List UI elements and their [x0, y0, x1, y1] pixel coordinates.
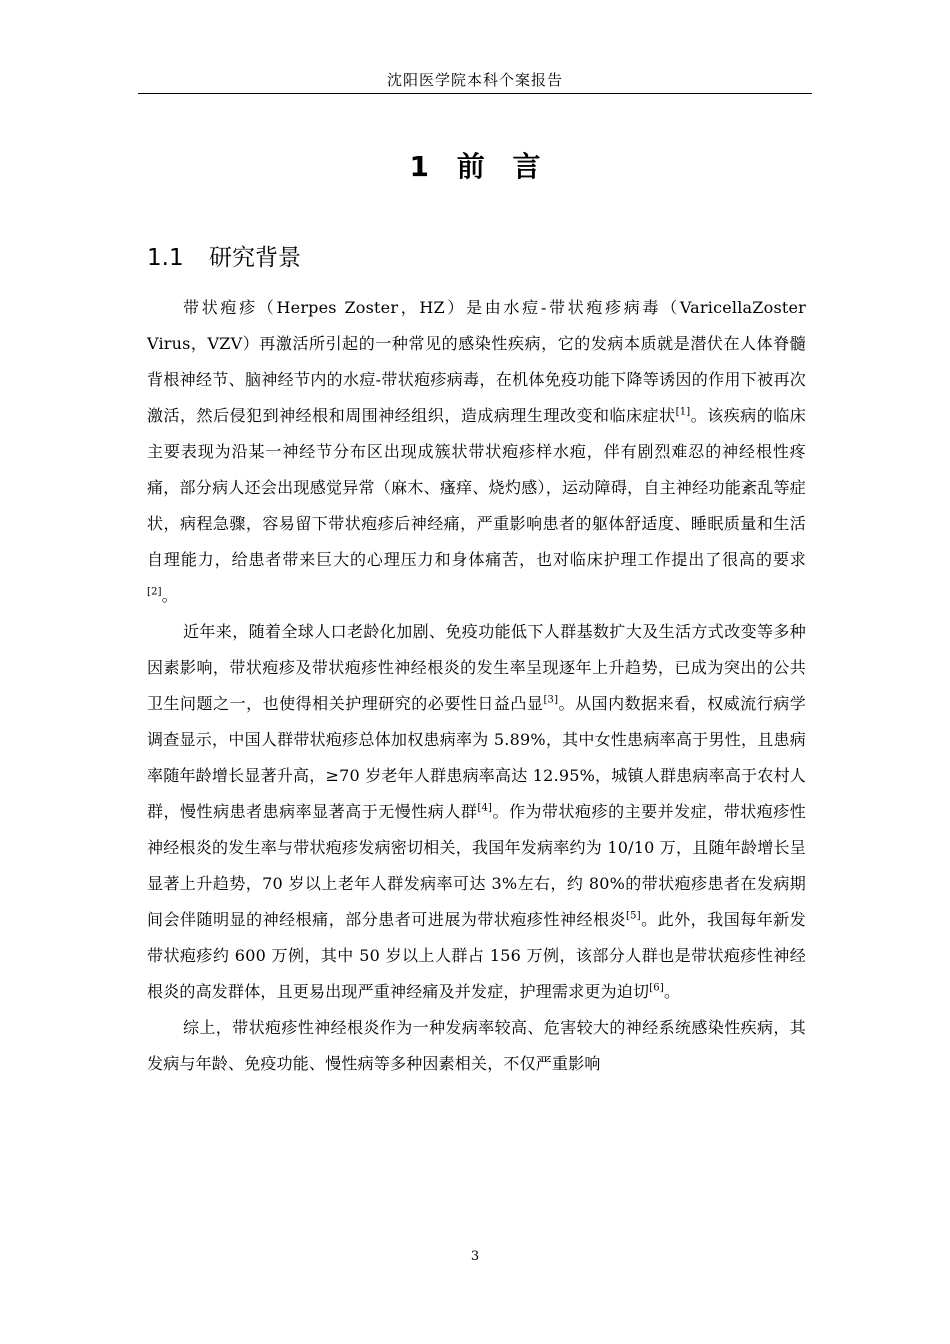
paragraph-text: 近年来，随着全球人口老龄化加剧、免疫功能低下人群基数扩大及生活方式改变等多种因素影响，带状疱疹及带状疱疹性神经根炎的发生率呈现逐年上升趋势，已成为突出的公共卫生问题之一，也使得相关护理研究的必要性日益凸显 — [147, 622, 806, 713]
section-number: 1.1 — [147, 245, 184, 271]
body-paragraph — [147, 614, 806, 1010]
body-paragraph — [147, 1010, 806, 1082]
body-paragraph — [147, 290, 806, 614]
paragraph-text: 。此外，我国每年新发带状疱疹约 600 万例，其中 50 岁以上人群占 156 万例，该部分人群也是带状疱疹性神经根炎的高发群体，且更易出现严重神经痛及并发症，护理需求更为迫切 — [147, 910, 806, 1001]
paragraph-text: 。 — [663, 982, 681, 1001]
paragraph-text: 。作为带状疱疹的主要并发症，带状疱疹性神经根炎的发生率与带状疱疹发病密切相关，我国年发病率约为 10/10 万，且随年龄增长呈显著上升趋势，70 岁以上老年人群发病率可达 3%左右，约 80%的带状疱疹患者在发病期间会伴随明显的神经根痛，部分患者可进展为带状疱疹性神经根炎 — [147, 802, 806, 929]
citation-marker: [1] — [675, 406, 691, 418]
page-number: 3 — [470, 1249, 480, 1264]
citation-marker: [3] — [543, 694, 559, 706]
paragraph-text: 。 — [161, 586, 178, 605]
citation-marker: [5] — [626, 910, 641, 922]
running-header: 沈阳医学院本科个案报告 — [386, 71, 563, 89]
citation-marker: [4] — [477, 802, 493, 814]
header-rule — [138, 93, 812, 94]
chapter-title: 1 前 言 — [409, 150, 541, 183]
section-title: 研究背景 — [209, 245, 301, 271]
paragraph-text: 带状疱疹（Herpes Zoster，HZ）是由水痘-带状疱疹病毒（VaricellaZoster Virus，VZV）再激活所引起的一种常见的感染性疾病，它的发病本质就是潜伏在人体脊髓背根神经节、脑神经节内的水痘-带状疱疹病毒，在机体免疫功能下降等诱因的作用下被再次激活，然后侵犯到神经根和周围神经组织，造成病理生理改变和临床症状 — [147, 298, 806, 425]
citation-marker: [6] — [649, 982, 664, 994]
paragraph-text: 。该疾病的临床主要表现为沿某一神经节分布区出现成簇状带状疱疹样水疱，伴有剧烈难忍的神经根性疼痛，部分病人还会出现感觉异常（麻木、瘙痒、烧灼感），运动障碍，自主神经功能紊乱等症状，病程急骤，容易留下带状疱疹后神经痛，严重影响患者的躯体舒适度、睡眠质量和生活自理能力，给患者带来巨大的心理压力和身体痛苦，也对临床护理工作提出了很高的要求 — [147, 406, 806, 569]
paragraph-text: 综上，带状疱疹性神经根炎作为一种发病率较高、危害较大的神经系统感染性疾病，其发病与年龄、免疫功能、慢性病等多种因素相关，不仅严重影响 — [147, 1018, 806, 1073]
section-heading — [147, 240, 301, 276]
citation-marker: [2] — [147, 586, 162, 598]
paragraph-text: 。从国内数据来看，权威流行病学调查显示，中国人群带状疱疹总体加权患病率为 5.89%，其中女性患病率高于男性，且患病率随年龄增长显著升高，≥70 岁老年人群患病率高达 12.95%，城镇人群患病率高于农村人群，慢性病患者患病率显著高于无慢性病人群 — [147, 694, 806, 821]
body-text — [147, 290, 806, 1082]
